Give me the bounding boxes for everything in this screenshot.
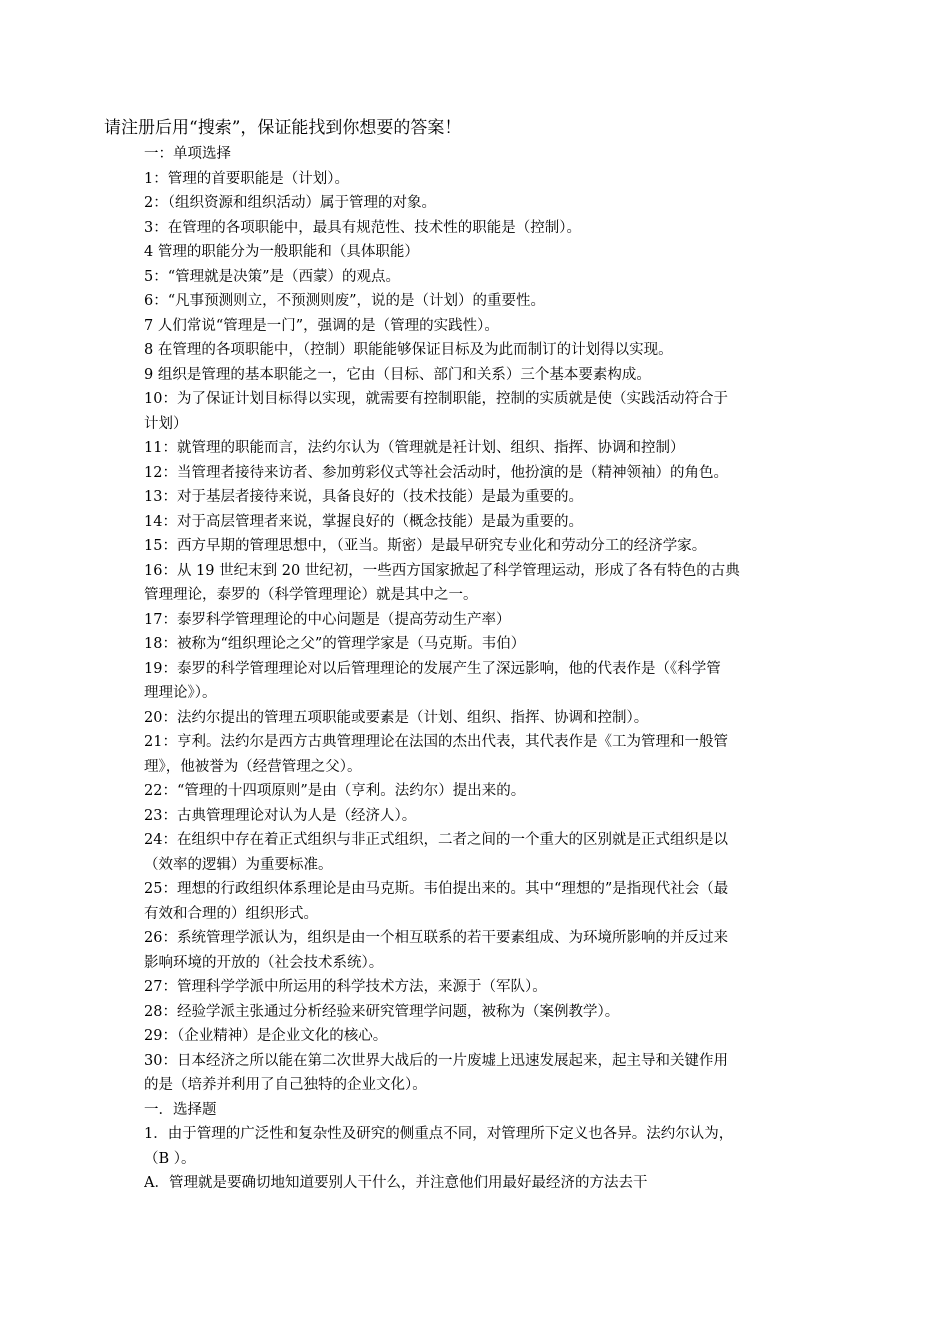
text-line: 12：当管理者接待来访者、参加剪彩仪式等社会活动时，他扮演的是（精神领袖）的角色。	[144, 464, 728, 481]
text-line: A．管理就是要确切地知道要别人干什么，并注意他们用最好最经济的方法去干	[144, 1175, 648, 1191]
text-line: 有效和合理的）组织形式。	[144, 905, 318, 922]
text-line: 18：被称为“组织理论之父”的管理学家是（马克斯。韦伯）	[144, 636, 526, 652]
text-line: 5：“管理就是决策”是（西蒙）的观点。	[144, 268, 401, 285]
text-line: 理理论》）。	[144, 685, 217, 701]
text-line: 管理理论，泰罗的（科学管理理论）就是其中之一。	[144, 587, 478, 603]
text-line: 21：亨利。法约尔是西方古典管理理论在法国的杰出代表，其代表作是《工为管理和一般管	[144, 734, 728, 750]
text-line: 2：（组织资源和组织活动）属于管理的对象。	[144, 195, 436, 211]
text-line: 影响环境的开放的（社会技术系统）。	[144, 954, 384, 971]
text-line: 理》，他被誉为（经营管理之父）。	[144, 758, 362, 775]
text-line: 11：就管理的职能而言，法约尔认为（管理就是衽计划、组织、指挥、协调和控制）	[144, 440, 685, 456]
text-line: 6：“凡事预测则立，不预测则废”，说的是（计划）的重要性。	[144, 293, 546, 309]
text-line: （效率的逻辑）为重要标准。	[144, 856, 333, 873]
text-line: 27：管理科学学派中所运用的科学技术方法，来源于（军队）。	[144, 979, 547, 995]
text-line: 9 组织是管理的基本职能之一，它由（目标、部门和关系）三个基本要素构成。	[144, 366, 651, 383]
text-line: 14：对于高层管理者来说，掌握良好的（概念技能）是最为重要的。	[144, 513, 583, 530]
text-line: 13：对于基层者接待来说，具备良好的（技术技能）是最为重要的。	[144, 489, 583, 505]
text-line: 的是（培养并利用了自己独特的企业文化）。	[144, 1077, 427, 1093]
text-line: 28：经验学派主张通过分析经验来研究管理学问题，被称为（案例教学）。	[144, 1003, 620, 1020]
text-line: 24：在组织中存在着正式组织与非正式组织，二者之间的一个重大的区别就是正式组织是以	[144, 832, 728, 848]
text-line: 26：系统管理学派认为，组织是由一个相互联系的若干要素组成、为环境所影响的并反过来	[144, 930, 728, 946]
page-header-note: 请注册后用“搜索”，保证能找到你想要的答案！	[104, 118, 462, 138]
text-line: 10：为了保证计划目标得以实现，就需要有控制职能，控制的实质就是使（实践活动符合于	[144, 391, 728, 407]
text-line: 3：在管理的各项职能中，最具有规范性、技术性的职能是（控制）。	[144, 219, 581, 236]
text-line: 17：泰罗科学管理理论的中心问题是（提高劳动生产率）	[144, 611, 511, 628]
text-line: 20：法约尔提出的管理五项职能或要素是（计划、组织、指挥、协调和控制）。	[144, 709, 649, 726]
text-line: 1．由于管理的广泛性和复杂性及研究的侧重点不同，对管理所下定义也各异。法约尔认为，	[144, 1126, 734, 1142]
text-line: 计划）	[144, 415, 188, 432]
document-body	[144, 142, 812, 1196]
text-line: 22：“管理的十四项原则”是由（亨利。法约尔）提出来的。	[144, 783, 526, 799]
text-line: 25：理想的行政组织体系理论是由马克斯。韦伯提出来的。其中“理想的”是指现代社会（最	[144, 881, 729, 897]
text-line: 1：管理的首要职能是（计划）。	[144, 170, 349, 187]
text-line: 一．选择题	[144, 1101, 217, 1118]
text-line: 8 在管理的各项职能中，（控制）职能能够保证目标及为此而制订的计划得以实现。	[144, 342, 673, 358]
text-line: 一：单项选择	[144, 146, 231, 162]
text-line: 23：古典管理理论对认为人是（经济人）。	[144, 807, 417, 824]
text-line: （B ）。	[144, 1150, 196, 1167]
text-line: 19：泰罗的科学管理理论对以后管理理论的发展产生了深远影响，他的代表作是（《科学管	[144, 660, 721, 677]
text-line: 16：从 19 世纪末到 20 世纪初，一些西方国家掀起了科学管理运动，形成了各有特色的古典	[144, 562, 740, 579]
text-line: 29：（企业精神）是企业文化的核心。	[144, 1028, 388, 1044]
text-line: 7 人们常说“管理是一门”，强调的是（管理的实践性）。	[144, 317, 499, 334]
text-line: 30：日本经济之所以能在第二次世界大战后的一片废墟上迅速发展起来，起主导和关键作用	[144, 1052, 728, 1069]
text-line: 15：西方早期的管理思想中，（亚当。斯密）是最早研究专业化和劳动分工的经济学家。	[144, 538, 707, 554]
text-line: 4 管理的职能分为一般职能和（具体职能）	[144, 244, 419, 260]
